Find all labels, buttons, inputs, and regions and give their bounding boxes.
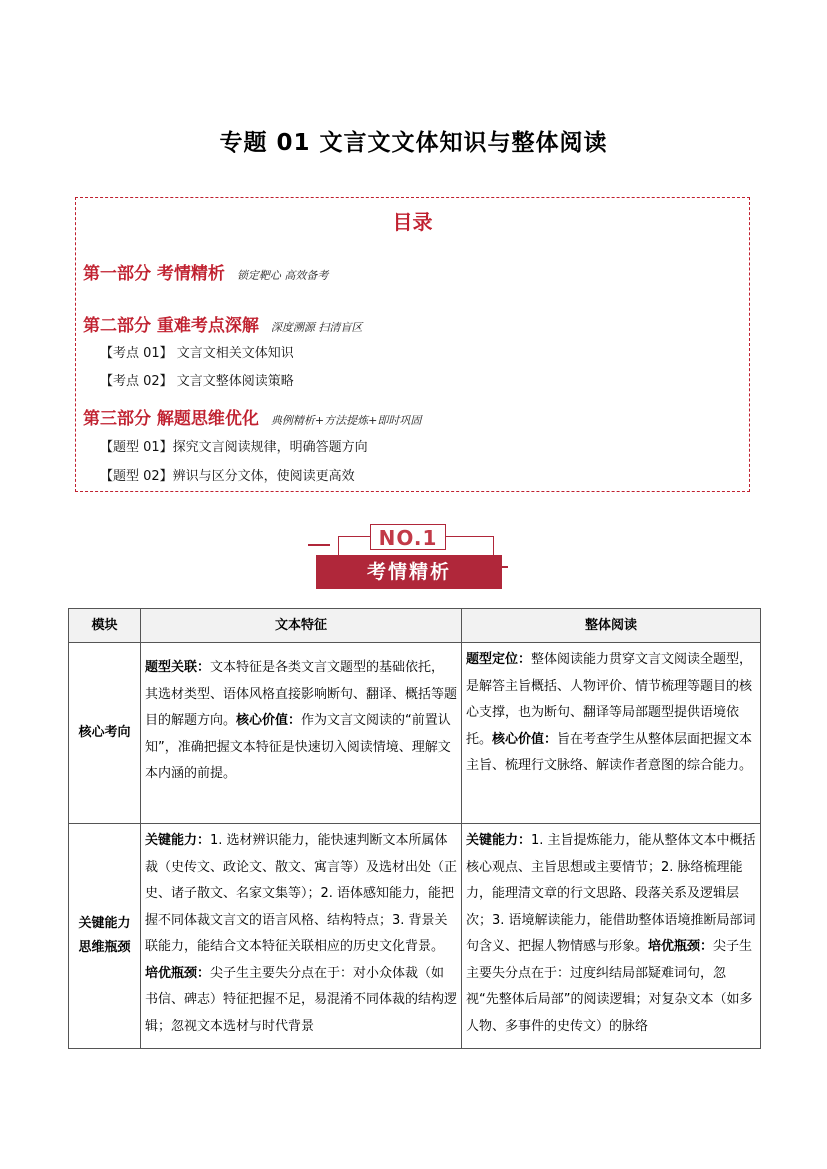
cell-text: 尖子生主要失分点在于：对小众体裁（如书信、碑志）特征把握不足，易混淆不同体裁的结构逻辑；忽视文本选材与时代背景	[145, 965, 458, 1034]
table-cell	[141, 643, 462, 824]
cell-bold-label: 题型关联：	[145, 660, 211, 675]
banner-label: 考情精析	[316, 555, 502, 589]
cell-text: 作为文言文阅读的“前置认知”，准确把握文本特征是快速切入阅读情境、理解文本内涵的前提。	[145, 713, 451, 781]
table-header-row	[69, 609, 761, 643]
toc-part-subtitle: 锁定靶心 高效备考	[236, 269, 329, 282]
table-cell	[141, 824, 462, 1049]
toc-item-tixing-02[interactable]: 【题型 02】辨识与区分文体，使阅读更高效	[100, 469, 355, 484]
section-banner	[308, 520, 508, 595]
toc-part-3[interactable]	[83, 404, 421, 429]
page-title: 专题 01 文言文文体知识与整体阅读	[219, 130, 608, 156]
cell-bold-label: 培优瓶颈：	[648, 939, 714, 954]
cell-text: 尖子生主要失分点在于：过度纠结局部疑难词句，忽视“先整体后局部”的阅读逻辑；对复杂文本（如多人物、多事件的史传文）的脉络	[466, 939, 753, 1034]
cell-bold-label: 核心价值：	[492, 731, 558, 747]
toc-part-label: 第二部分 重难考点深解	[83, 316, 259, 336]
toc-heading: 目录	[392, 210, 433, 234]
toc-item-tixing-01[interactable]: 【题型 01】探究文言阅读规律，明确答题方向	[100, 440, 368, 455]
toc-part-label: 第一部分 考情精析	[83, 264, 225, 284]
toc-part-2[interactable]	[83, 311, 362, 336]
toc-item-kaodian-01[interactable]: 【考点 01】 文言文相关文体知识	[100, 346, 294, 361]
cell-bold-label: 关键能力：	[466, 833, 532, 848]
row-module-label: 核心考向	[69, 643, 141, 824]
cell-bold-label: 题型定位：	[466, 652, 532, 667]
row-module-label: 关键能力思维瓶颈	[69, 824, 141, 1049]
cell-text: 1. 选材辨识能力，能快速判断文本所属体裁（史传文、政论文、散文、寓言等）及选材出处（正史、诸子散文、名家文集等）；2. 语体感知能力，能把握不同体裁文言文的语言风格、结构特点；3. 背景关联能力，能结合文本特征关联相应的历史文化背景。	[145, 833, 458, 954]
cell-bold-label: 培优瓶颈：	[145, 965, 211, 981]
cell-bold-label: 核心价值：	[236, 713, 302, 728]
header-module: 模块	[69, 609, 141, 643]
toc-part-1[interactable]	[83, 259, 328, 284]
toc-part-label: 第三部分 解题思维优化	[83, 409, 259, 429]
table-row	[69, 643, 761, 824]
banner-number: NO.1	[370, 524, 446, 550]
exam-analysis-table	[68, 608, 761, 1049]
toc-part-subtitle: 深度溯源 扫清盲区	[270, 321, 363, 334]
banner-tick	[308, 544, 330, 546]
cell-bold-label: 关键能力：	[145, 833, 211, 848]
table-cell	[462, 643, 761, 824]
table-row	[69, 824, 761, 1049]
table-cell	[462, 824, 761, 1049]
header-whole-reading: 整体阅读	[462, 609, 761, 643]
cell-text: 1. 主旨提炼能力，能从整体文本中概括核心观点、主旨思想或主要情节；2. 脉络梳理能力，能理清文章的行文思路、段落关系及逻辑层次；3. 语境解读能力，能借助整体语境推断局部词句含义、把握人物情感与形象。	[466, 833, 756, 954]
table-of-contents	[75, 197, 750, 492]
toc-item-kaodian-02[interactable]: 【考点 02】 文言文整体阅读策略	[100, 374, 294, 389]
cell-text: 文本特征是各类文言文题型的基础依托，其选材类型、语体风格直接影响断句、翻译、概括等题目的解题方向。	[145, 660, 458, 728]
toc-part-subtitle: 典例精析+方法提炼+即时巩固	[270, 414, 422, 427]
header-text-features: 文本特征	[141, 609, 462, 643]
cell-text: 整体阅读能力贯穿文言文阅读全题型，是解答主旨概括、人物评价、情节梳理等题目的核心支撑，也为断句、翻译等局部题型提供语境依托。	[466, 652, 753, 747]
cell-text: 旨在考查学生从整体层面把握文本主旨、梳理行文脉络、解读作者意图的综合能力。	[466, 731, 753, 773]
